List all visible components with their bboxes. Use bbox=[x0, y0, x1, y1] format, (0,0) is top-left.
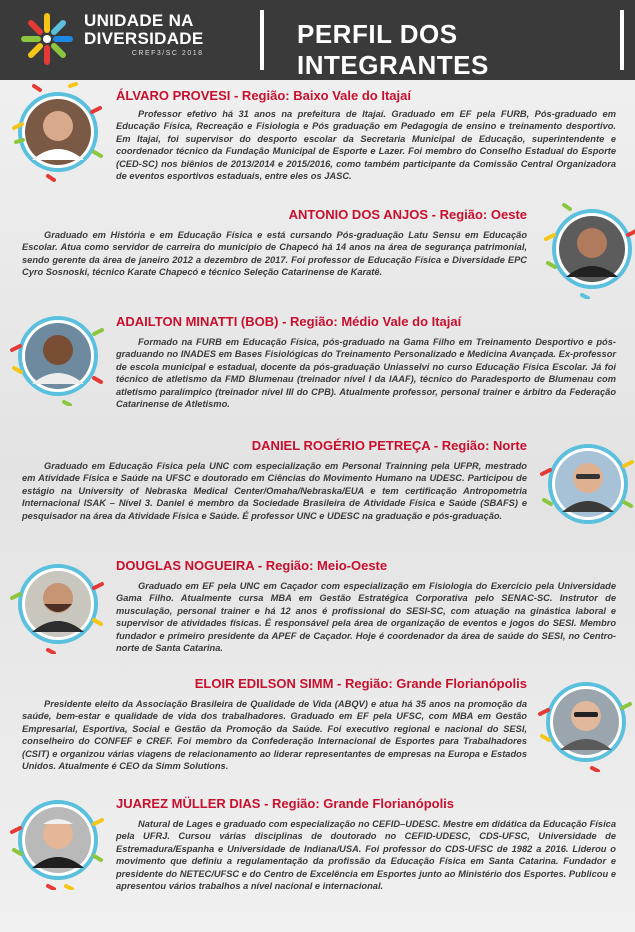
member-region: - Região: Baixo Vale do Itajaí bbox=[230, 88, 411, 103]
member-bio: Formado na FURB em Educação Física, pós-graduado na Gama Filho em Treinamento Desportivo e pós-graduando no INADES em Bases Fisiológicas do Treinamento Personalizado e Medicina Avançada. Ex-professor de escola municipal e estadual, docente da pós-graduação Uniasselvi no curso Educação Física Escolar. Já foi técnico de atletismo da FMD Blumenau (treinador nível I da IAAF), técnico do Paradesporto de Blumenau com atletismo paralímpico (treinador nível III do CPB). Atualmente professor, personal trainer e árbitro da Federação Catarinense de Atletismo. bbox=[116, 337, 616, 410]
member-bio: Graduado em Educação Física pela UNC com especialização em Personal Trainning pela UFPR, mestrado em Atividade Física e Saúde na UFSC e doutorado em Ciências do Movimento Humano na UDESC. Participou de estágio na University of Nebraska Medical Center/Omaha/Nebraska/EUA e tem certificação Antropometria Internacional ISAK – Nível 3. Daniel é membro da Sociedade Brasileira de Atividade Física e Saúde (SBAFS) e pesquisador na área da Atividade Física e Saúde. É professor UNC e UDESC na graduação e pós-graduação. bbox=[22, 461, 527, 521]
member-region: - Região: Meio-Oeste bbox=[254, 558, 388, 573]
member-name: ANTONIO DOS ANJOS bbox=[288, 207, 429, 222]
member-heading bbox=[252, 438, 527, 453]
avatar bbox=[536, 672, 635, 772]
member-bio: Natural de Lages e graduado com especialização no CEFID–UDESC. Mestre em didática da Educação Física pela UFRJ. Cursou várias disciplinas de doutorado no CEFID-UDESC, CDS-UFSC, Universidade de Estremadura/Espanha e Universidade de Indiana/USA. Foi professor do CDS-UFSC de 1982 a 2016. Liderou o movimento que definiu a regulamentação da profissão da Educação Física em Santa Catarina. Fundador e presidente do NETEC/UFSC e do Centro de Excelência em Esportes junto ao Ministério dos Esportes. Publicou e apresentou vários trabalhos a nível nacional e internacional. bbox=[116, 819, 616, 892]
header-divider bbox=[260, 10, 264, 70]
member-region: - Região: Oeste bbox=[428, 207, 527, 222]
member-bio: Graduado em História e em Educação Física e está cursando Pós-graduação Latu Sensu em Educação Escolar. Atua como servidor de carreira do município de Chapecó há 14 anos na área de segurança patrimonial, sendo gerente da área de janeiro 2012 a dezembro de 2017. Foi professor de Educação Física e Diversidade EPC Cyro Sosnoski, técnico Karate Chapecó e técnico Seleção Catarinense de Karatê. bbox=[22, 230, 527, 278]
member-heading bbox=[116, 558, 387, 573]
member-card bbox=[0, 205, 635, 305]
member-name: ADAILTON MINATTI (BOB) bbox=[116, 314, 279, 329]
member-card bbox=[0, 436, 635, 550]
logo-line-1: UNIDADE NA bbox=[84, 11, 194, 30]
member-region: - Região: Médio Vale do Itajaí bbox=[278, 314, 462, 329]
header-divider-right bbox=[620, 10, 624, 70]
member-name: DOUGLAS NOGUEIRA bbox=[116, 558, 255, 573]
member-name: ELOIR EDILSON SIMM bbox=[194, 676, 334, 691]
member-name: DANIEL ROGÉRIO PETREÇA bbox=[251, 438, 431, 453]
member-card bbox=[0, 556, 635, 666]
member-heading bbox=[289, 207, 527, 222]
member-card bbox=[0, 312, 635, 430]
diversity-logo-icon bbox=[16, 8, 78, 70]
member-card bbox=[0, 84, 635, 194]
member-bio: Professor efetivo há 31 anos na prefeitura de Itajaí. Graduado em EF pela FURB, Pós-graduado em Educação Física, Recreação e Fisiologia e Pós graduação em Pedagogia de ensino e treinamento desportivo. Em Itajaí, foi supervisor do desporto escolar da Secretaria Municipal de Educação, superintendente e coordenador técnico da Fundação Municipal de Esporte e Lazer. Foi membro do Conselho Estadual do Esporte (CED-SC) nos biênios de 2013/2014 e 2015/2016, como também participante da Comissão Central Organizadora de eventos esportivos estaduais, entre eles os JASC. bbox=[116, 109, 616, 182]
avatar bbox=[542, 199, 635, 299]
member-region: - Região: Norte bbox=[430, 438, 527, 453]
page-title: PERFIL DOS INTEGRANTES bbox=[297, 19, 489, 80]
member-card bbox=[0, 796, 635, 916]
member-region: - Região: Grande Florianópolis bbox=[260, 796, 455, 811]
avatar bbox=[8, 82, 108, 182]
member-bio: Graduado em EF pela UNC em Caçador com especialização em Fisiologia do Exercício pela Universidade Gama Filho. Atualmente cursa MBA em Gestão Estratégica Corporativa pelo SENAC-SC. Instrutor de musculação, personal trainer e há 12 anos é profissional do SESI-SC, com atuação na ginástica laboral e supervisor de atividades físicas. É responsável pela área de organização de eventos e jogos do SESI. Membro fundador e primeiro presidente da APEF de Caçador. Hoje é coordenador da área de saúde do SESI, no Centro-norte de Santa Catarina. bbox=[116, 581, 616, 654]
logo-line-2: DIVERSIDADE bbox=[84, 29, 204, 48]
member-heading bbox=[116, 796, 454, 811]
member-heading bbox=[195, 676, 527, 691]
avatar bbox=[8, 306, 108, 406]
member-name: ÁLVARO PROVESI bbox=[116, 88, 231, 103]
member-bio: Presidente eleito da Associação Brasileira de Qualidade de Vida (ABQV) e atua há 35 anos na promoção da saúde, bem-estar e qualidade de vida dos trabalhadores. Graduado em EF pela UFSC, com MBA em Gestão Empresarial, Esportiva, Social e Gestão da Promoção da Saúde. Foi executivo regional e nacional do SESI, conselheiro do CONFEF e CREF. Foi membro da Confederação Internacional de Esportes para Trabalhadores (CSIT) e organizou várias viagens de relacionamento ao liderar representantes de empresas na Europa e Estados Unidos. Atualmente é CEO da Simm Solutions. bbox=[22, 699, 527, 772]
page-header bbox=[0, 0, 635, 80]
member-card bbox=[0, 676, 635, 788]
member-heading bbox=[116, 314, 461, 329]
member-name: JUAREZ MÜLLER DIAS bbox=[116, 796, 261, 811]
logo-text bbox=[84, 12, 204, 57]
member-region: - Região: Grande Florianópolis bbox=[333, 676, 527, 691]
avatar bbox=[538, 434, 635, 534]
logo-subtitle: CREF3/SC 2018 bbox=[131, 50, 204, 57]
avatar bbox=[8, 554, 108, 654]
avatar bbox=[8, 790, 108, 890]
member-heading bbox=[116, 88, 411, 103]
